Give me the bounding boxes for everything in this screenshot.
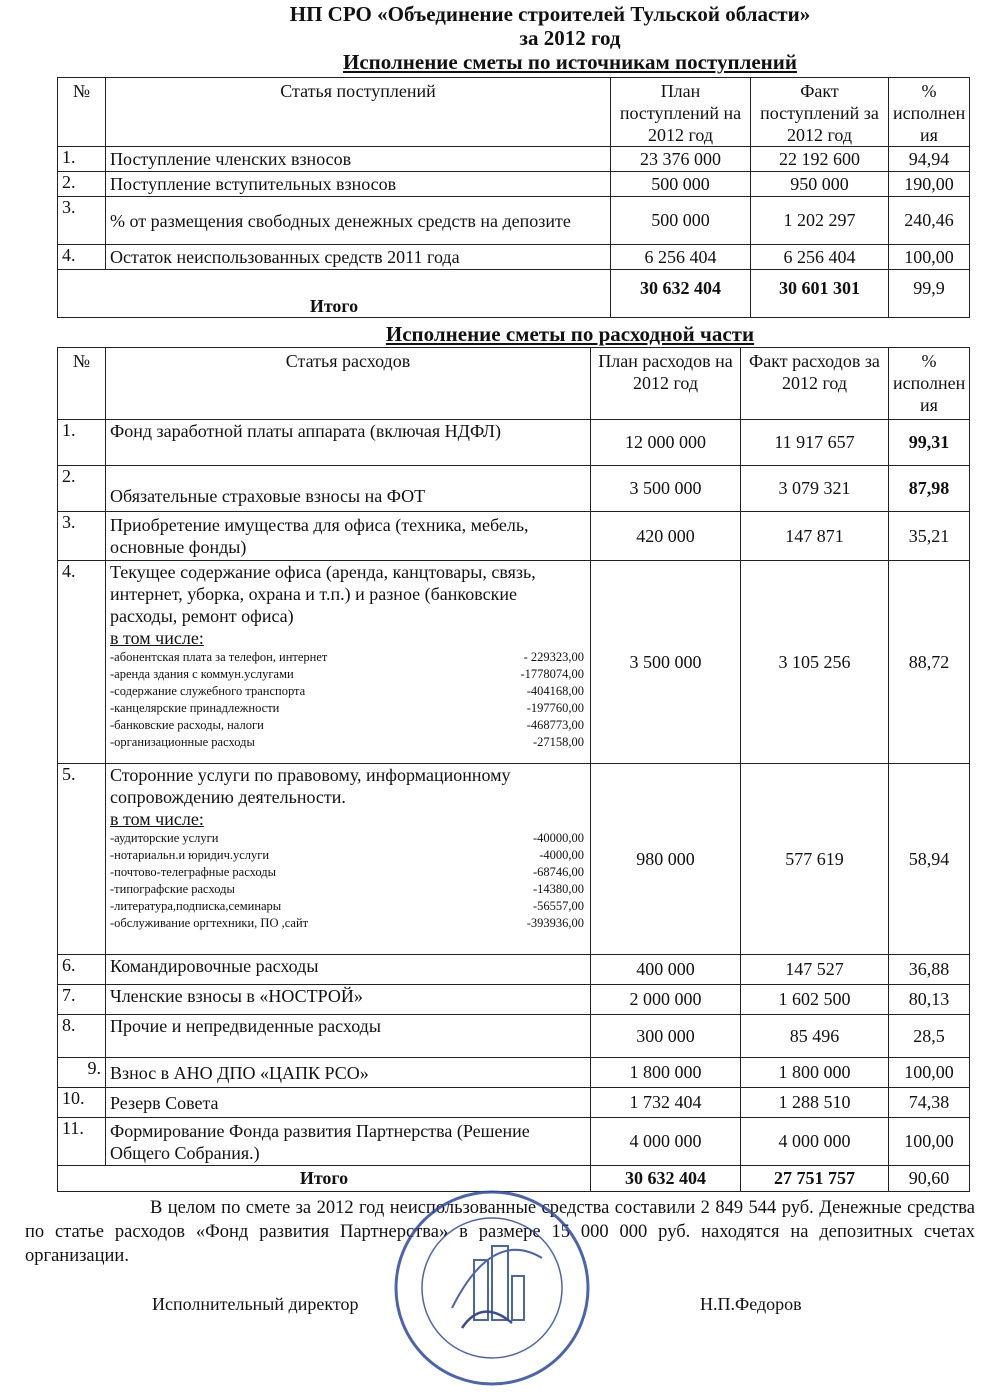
col-header-plan: План поступлений на 2012 год: [611, 78, 751, 147]
row-item: Поступление вступительных взносов: [106, 172, 611, 197]
total-label: Итого: [58, 270, 611, 318]
row-plan: 2 000 000: [591, 985, 741, 1015]
row-percent: 36,88: [889, 955, 970, 985]
row-number: 4.: [58, 561, 106, 764]
row-item: % от размещения свободных денежных средств на депозите: [106, 197, 611, 245]
row-item: Текущее содержание офиса (аренда, канцтовары, связь, интернет, уборка, охрана и т.п.) и разное (банковские расходы, ремонт офиса): [110, 562, 536, 626]
row-fact: 1 602 500: [741, 985, 889, 1015]
row-percent: 190,00: [889, 172, 970, 197]
row-item: Формирование Фонда развития Партнерства (Решение Общего Собрания.): [106, 1118, 591, 1166]
row-plan: 3 500 000: [591, 466, 741, 512]
row-fact: 85 496: [741, 1015, 889, 1058]
row-fact: 3 079 321: [741, 466, 889, 512]
row-fact: 950 000: [751, 172, 889, 197]
sub-item-value: -197760,00: [526, 701, 584, 715]
expense-section-title: Исполнение сметы по расходной части: [385, 322, 755, 346]
row-percent: 240,46: [889, 197, 970, 245]
row-plan: 980 000: [591, 764, 741, 955]
row-plan: 3 500 000: [591, 561, 741, 764]
org-title: НП СРО «Объединение строителей Тульской области»: [289, 2, 811, 26]
row-item: Приобретение имущества для офиса (техника, мебель, основные фонды): [106, 512, 591, 561]
sub-item-value: -404168,00: [526, 684, 584, 698]
row-fact: 1 800 000: [741, 1058, 889, 1088]
sub-item-value: -1778074,00: [520, 667, 584, 681]
sub-item: [110, 700, 586, 717]
table-row: [58, 1015, 970, 1058]
signatory-title: Исполнительный директор: [152, 1294, 359, 1314]
total-fact: 27 751 757: [741, 1166, 889, 1192]
sub-item-value: -393936,00: [526, 916, 584, 930]
sub-item-value: -27158,00: [532, 735, 584, 749]
income-table: [57, 77, 970, 318]
row-item: Сторонние услуги по правовому, информационному сопровождению деятельности.: [110, 765, 511, 807]
row-percent: 74,38: [889, 1088, 970, 1118]
row-fact: 1 202 297: [751, 197, 889, 245]
row-number: 9.: [58, 1058, 106, 1088]
sub-item-label: -типографские расходы: [110, 882, 235, 896]
col-header-percent: % исполнен ия: [889, 348, 970, 420]
sub-item-label: -нотариальн.и юридич.услуги: [110, 848, 270, 862]
row-item: Остаток неиспользованных средств 2011 года: [106, 245, 611, 270]
col-header-number: №: [58, 348, 106, 420]
row-plan: 12 000 000: [591, 420, 741, 466]
row-percent: 80,13: [889, 985, 970, 1015]
sub-item-value: -468773,00: [526, 718, 584, 732]
table-row: [58, 1088, 970, 1118]
organization-stamp: [392, 1188, 592, 1388]
row-fact: 4 000 000: [741, 1118, 889, 1166]
col-header-plan: План расходов на 2012 год: [591, 348, 741, 420]
row-number: 4.: [58, 245, 106, 270]
expense-table: [57, 347, 970, 1192]
row-item: Резерв Совета: [106, 1088, 591, 1118]
row-fact: 11 917 657: [741, 420, 889, 466]
row-item: Обязательные страховые взносы на ФОТ: [106, 466, 591, 512]
sub-item-value: -40000,00: [532, 831, 584, 845]
sub-item-value: -68746,00: [532, 865, 584, 879]
row-fact: 3 105 256: [741, 561, 889, 764]
col-header-fact: Факт поступлений за 2012 год: [751, 78, 889, 147]
row-item: Командировочные расходы: [106, 955, 591, 985]
total-percent: 90,60: [889, 1166, 970, 1192]
row-plan: 300 000: [591, 1015, 741, 1058]
sub-item-label: -абонентская плата за телефон, интернет: [110, 650, 328, 664]
signatory-name: Н.П.Федоров: [700, 1294, 802, 1314]
sub-items: [110, 649, 586, 751]
table-row: [58, 466, 970, 512]
col-header-number: №: [58, 78, 106, 147]
year-title: за 2012 год: [519, 26, 621, 50]
sub-item-label: -почтово-телеграфные расходы: [110, 865, 277, 879]
row-number: 6.: [58, 955, 106, 985]
row-fact: 1 288 510: [741, 1088, 889, 1118]
including-label: в том числе:: [110, 809, 204, 829]
table-row: [58, 172, 970, 197]
table-header-row: [58, 348, 970, 420]
row-plan: 400 000: [591, 955, 741, 985]
table-row: [58, 420, 970, 466]
sub-item-label: -канцелярские принадлежности: [110, 701, 280, 715]
row-percent: 100,00: [889, 1118, 970, 1166]
sub-item-label: -обслуживание оргтехники, ПО ,сайт: [110, 916, 309, 930]
row-number: 11.: [58, 1118, 106, 1166]
sub-item-value: - 229323,00: [523, 650, 584, 664]
sub-item: [110, 915, 586, 932]
row-item: Поступление членских взносов: [106, 147, 611, 172]
table-row: [58, 245, 970, 270]
sub-items: [110, 830, 586, 932]
total-row: [58, 270, 970, 318]
row-plan: 4 000 000: [591, 1118, 741, 1166]
total-label: Итого: [58, 1166, 591, 1192]
row-number: 3.: [58, 512, 106, 561]
table-row: [58, 985, 970, 1015]
sub-item: [110, 830, 586, 847]
sub-item-label: -организационные расходы: [110, 735, 255, 749]
col-header-item: Статья поступлений: [106, 78, 611, 147]
row-plan: 6 256 404: [611, 245, 751, 270]
sub-item: [110, 649, 586, 666]
row-number: 10.: [58, 1088, 106, 1118]
sub-item-value: -14380,00: [532, 882, 584, 896]
row-plan: 1 732 404: [591, 1088, 741, 1118]
sub-item-value: -56557,00: [532, 899, 584, 913]
summary-paragraph: В целом по смете за 2012 год неиспользованные средства составили 2 849 544 руб. Денежные средства по статье расходов «Фонд развития Партнерства» в размере 15 000 000 руб. находятся на депозитных счетах организации.: [25, 1198, 975, 1266]
row-plan: 23 376 000: [611, 147, 751, 172]
row-fact: 147 871: [741, 512, 889, 561]
row-percent: 87,98: [889, 466, 970, 512]
row-number: 5.: [58, 764, 106, 955]
table-row: [58, 1058, 970, 1088]
row-item: Членские взносы в «НОСТРОЙ»: [106, 985, 591, 1015]
table-row: [58, 197, 970, 245]
row-percent: 35,21: [889, 512, 970, 561]
table-row: [58, 561, 970, 764]
row-plan: 500 000: [611, 197, 751, 245]
table-header-row: [58, 78, 970, 147]
row-fact: 22 192 600: [751, 147, 889, 172]
row-number: 7.: [58, 985, 106, 1015]
row-plan: 500 000: [611, 172, 751, 197]
row-percent: 100,00: [889, 1058, 970, 1088]
row-item-cell: [106, 764, 591, 955]
sub-item-label: -литература,подписка,семинары: [110, 899, 282, 913]
sub-item: [110, 847, 586, 864]
row-plan: 420 000: [591, 512, 741, 561]
sub-item-label: -аудиторские услуги: [110, 831, 219, 845]
row-fact: 577 619: [741, 764, 889, 955]
col-header-percent: % исполнен ия: [889, 78, 970, 147]
row-number: 1.: [58, 420, 106, 466]
sub-item-label: -содержание служебного транспорта: [110, 684, 306, 698]
sub-item: [110, 881, 586, 898]
total-fact: 30 601 301: [751, 270, 889, 318]
income-section-title: Исполнение сметы по источникам поступлений: [343, 50, 797, 74]
row-number: 2.: [58, 172, 106, 197]
row-fact: 147 527: [741, 955, 889, 985]
row-fact: 6 256 404: [751, 245, 889, 270]
col-header-item: Статья расходов: [106, 348, 591, 420]
sub-item: [110, 666, 586, 683]
sub-item: [110, 717, 586, 734]
row-number: 3.: [58, 197, 106, 245]
row-number: 1.: [58, 147, 106, 172]
row-number: 2.: [58, 466, 106, 512]
row-percent: 88,72: [889, 561, 970, 764]
row-percent: 100,00: [889, 245, 970, 270]
total-plan: 30 632 404: [611, 270, 751, 318]
sub-item-label: -аренда здания с коммун.услугами: [110, 667, 294, 681]
sub-item: [110, 734, 586, 751]
col-header-fact: Факт расходов за 2012 год: [741, 348, 889, 420]
row-item: Взнос в АНО ДПО «ЦАПК РСО»: [106, 1058, 591, 1088]
total-plan: 30 632 404: [591, 1166, 741, 1192]
table-row: [58, 147, 970, 172]
sub-item: [110, 864, 586, 881]
row-percent: 94,94: [889, 147, 970, 172]
row-percent: 99,31: [889, 420, 970, 466]
row-number: 8.: [58, 1015, 106, 1058]
row-item: Фонд заработной платы аппарата (включая НДФЛ): [106, 420, 591, 466]
row-item: Прочие и непредвиденные расходы: [106, 1015, 591, 1058]
row-percent: 28,5: [889, 1015, 970, 1058]
including-label: в том числе:: [110, 628, 204, 648]
sub-item: [110, 683, 586, 700]
sub-item: [110, 898, 586, 915]
sub-item-label: -банковские расходы, налоги: [110, 718, 264, 732]
table-row: [58, 512, 970, 561]
sub-item-value: -4000,00: [539, 848, 584, 862]
table-row: [58, 764, 970, 955]
row-plan: 1 800 000: [591, 1058, 741, 1088]
table-row: [58, 1118, 970, 1166]
row-item-cell: [106, 561, 591, 764]
row-percent: 58,94: [889, 764, 970, 955]
table-row: [58, 955, 970, 985]
total-percent: 99,9: [889, 270, 970, 318]
